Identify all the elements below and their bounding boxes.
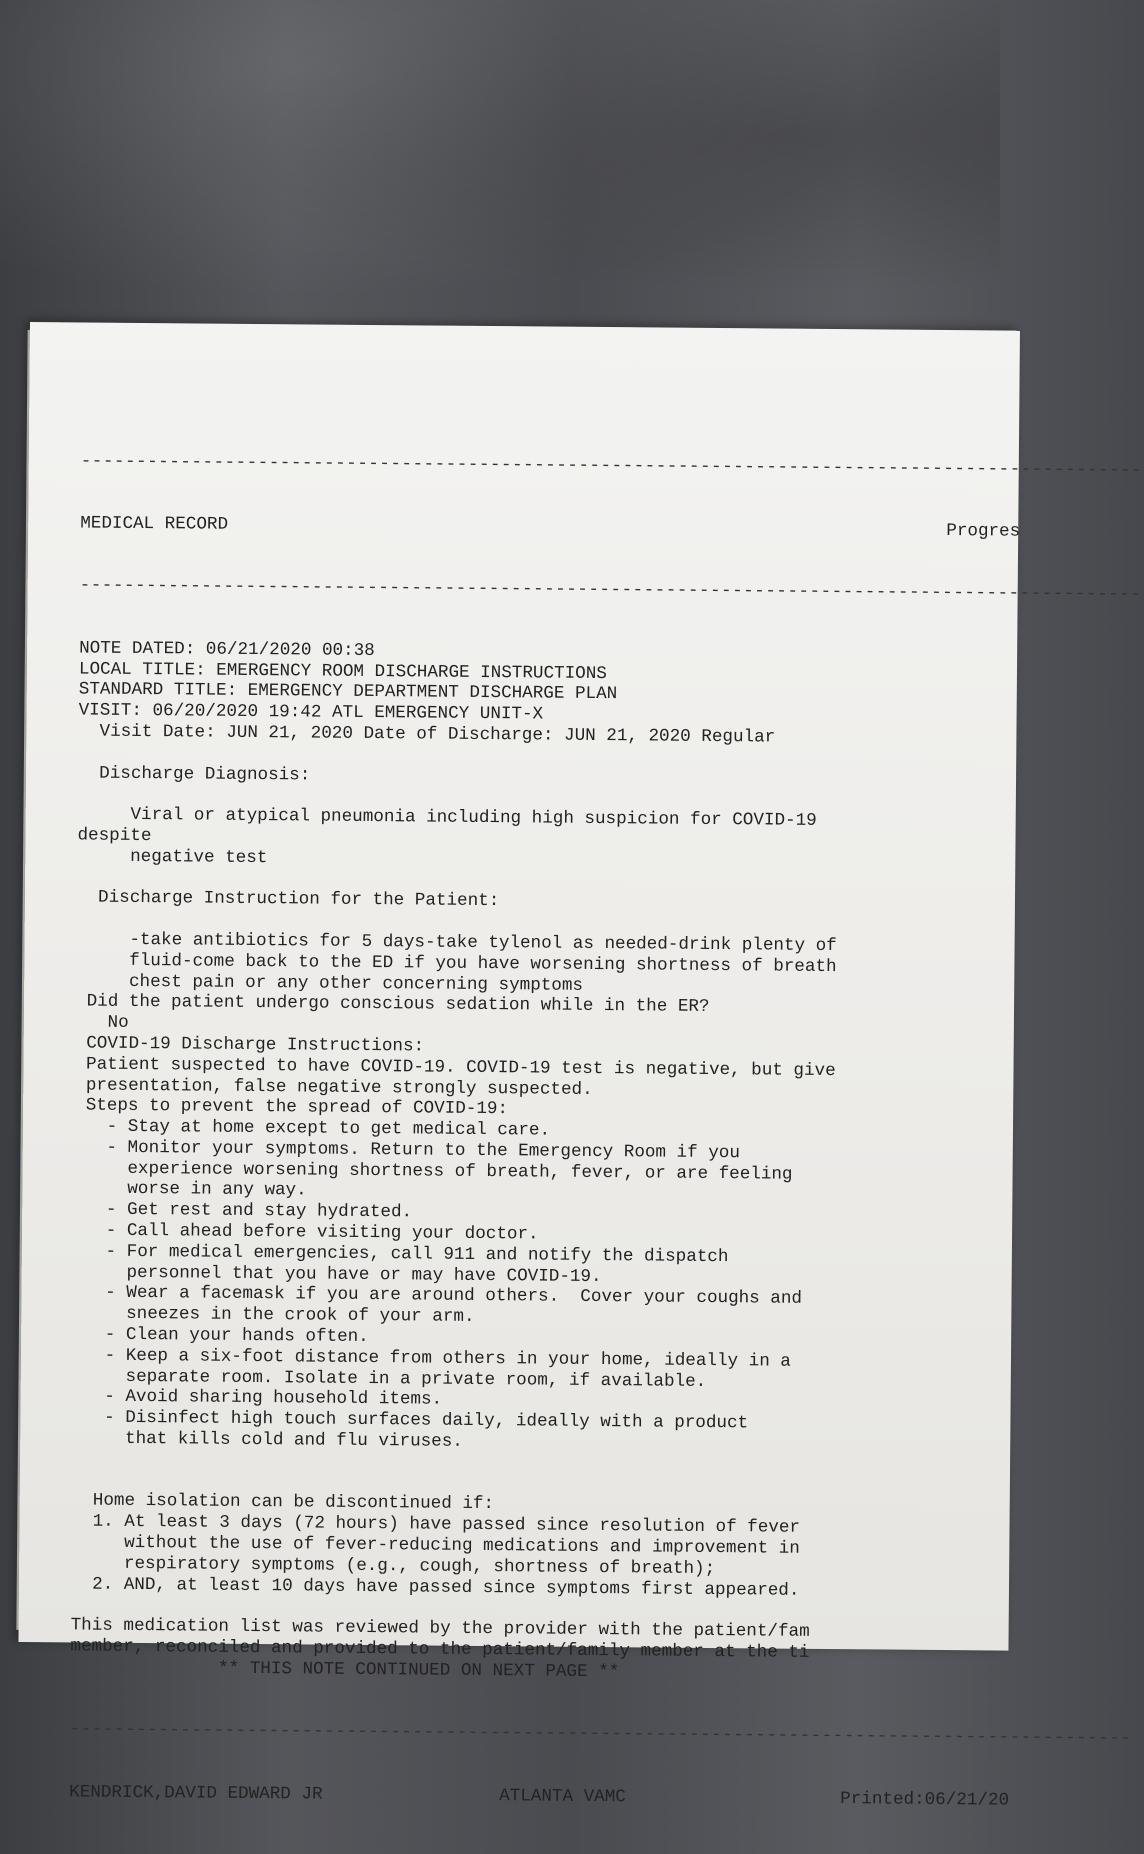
document-line: personnel that you have or may have COVID-19. xyxy=(73,1262,602,1287)
patient-name: KENDRICK,DAVID EDWARD JR xyxy=(69,1781,323,1805)
document-line: respiratory symptoms (e.g., cough, shortness of breath); xyxy=(71,1553,716,1579)
document-line: - Monitor your symptoms. Return to the Emergency Room if you xyxy=(74,1137,741,1164)
document-line: Discharge Diagnosis: xyxy=(77,762,311,786)
document-line: separate room. Isolate in a private room, if available. xyxy=(72,1366,707,1392)
document-line: member, reconciled and provided to the patient/family member at the ti xyxy=(70,1636,810,1663)
document-line: Viral or atypical pneumonia including high suspicion for COVID-19 xyxy=(77,804,817,832)
record-header xyxy=(80,513,1020,542)
document-line: chest pain or any other concerning symptoms xyxy=(76,970,584,996)
document-line: -take antibiotics for 5 days-take tylenol as needed-drink plenty of xyxy=(76,929,837,956)
document-line: NOTE DATED: 06/21/2020 00:38 xyxy=(79,638,375,661)
header-title: MEDICAL RECORD xyxy=(80,513,229,535)
facility-name: ATLANTA VAMC xyxy=(499,1785,626,1807)
dash-separator-top: ------------------------------------------------------------------------------------------------ xyxy=(80,451,1143,481)
document-line: LOCAL TITLE: EMERGENCY ROOM DISCHARGE INSTRUCTIONS xyxy=(78,659,607,684)
document-line: Discharge Instruction for the Patient: xyxy=(76,887,500,912)
document-line: 2. AND, at least 10 days have passed since symptoms first appeared. xyxy=(70,1574,800,1601)
document-line: ** THIS NOTE CONTINUED ON NEXT PAGE ** xyxy=(70,1657,620,1683)
document-line: that kills cold and flu viruses. xyxy=(72,1428,463,1452)
document-line: - Stay at home except to get medical care. xyxy=(74,1116,551,1141)
document-line: - Avoid sharing household items. xyxy=(72,1386,443,1411)
document-line: Patient suspected to have COVID-19. COVID-19 test is negative, but give xyxy=(75,1054,836,1081)
document-line: COVID-19 Discharge Instructions: xyxy=(75,1033,425,1057)
document-line: sneezes in the crook of your arm. xyxy=(73,1303,475,1328)
medical-record-paper xyxy=(18,322,1143,1811)
document-line: presentation, false negative strongly suspected. xyxy=(75,1074,593,1100)
document-line: - Clean your hands often. xyxy=(73,1324,369,1348)
document-line: - Get rest and stay hydrated. xyxy=(74,1199,413,1223)
document-line: VISIT: 06/20/2020 19:42 ATL EMERGENCY UNIT-X xyxy=(78,700,544,725)
printed-date: Printed:06/21/20 xyxy=(840,1788,1010,1811)
document-line: Did the patient undergo conscious sedation while in the ER? xyxy=(75,991,710,1018)
header-right: Progres xyxy=(946,520,1021,542)
document-line: Visit Date: JUN 21, 2020 Date of Discharge: JUN 21, 2020 Regular xyxy=(78,721,776,748)
document-line: Steps to prevent the spread of COVID-19: xyxy=(75,1095,509,1120)
dash-separator-footer: ------------------------------------------------------------------------------------------------ xyxy=(69,1719,1132,1749)
document-line: experience worsening shortness of breath, fever, or are feeling xyxy=(74,1158,793,1185)
document-line: - Keep a six-foot distance from others in your home, ideally in a xyxy=(72,1345,791,1372)
document-line: without the use of fever-reducing medications and improvement in xyxy=(71,1532,800,1559)
document-line: 1. At least 3 days (72 hours) have passed since resolution of fever xyxy=(71,1511,801,1538)
document-line: negative test xyxy=(77,846,268,868)
document-line: - For medical emergencies, call 911 and notify the dispatch xyxy=(73,1241,729,1268)
document-footer xyxy=(69,1782,1009,1811)
document-line: despite xyxy=(77,825,152,847)
document-line: STANDARD TITLE: EMERGENCY DEPARTMENT DISCHARGE PLAN xyxy=(78,679,618,705)
document-lines xyxy=(70,638,1019,1686)
document-line: This medication list was reviewed by the provider with the patient/fam xyxy=(70,1615,810,1643)
document-line: - Wear a facemask if you are around others. Cover your coughs and xyxy=(73,1282,803,1310)
document-line: Home isolation can be discontinued if: xyxy=(71,1490,495,1515)
document-body xyxy=(69,409,1143,1852)
document-line: worse in any way. xyxy=(74,1178,307,1201)
document-line: fluid-come back to the ED if you have worsening shortness of breath xyxy=(76,950,837,977)
dash-separator-bottom: ------------------------------------------------------------------------------------------------ xyxy=(79,575,1142,606)
document-line: No xyxy=(75,1012,129,1033)
document-line: - Call ahead before visiting your doctor. xyxy=(73,1220,539,1245)
document-line: - Disinfect high touch surfaces daily, ideally with a product xyxy=(72,1407,749,1434)
bedsheet-background xyxy=(0,0,1000,340)
